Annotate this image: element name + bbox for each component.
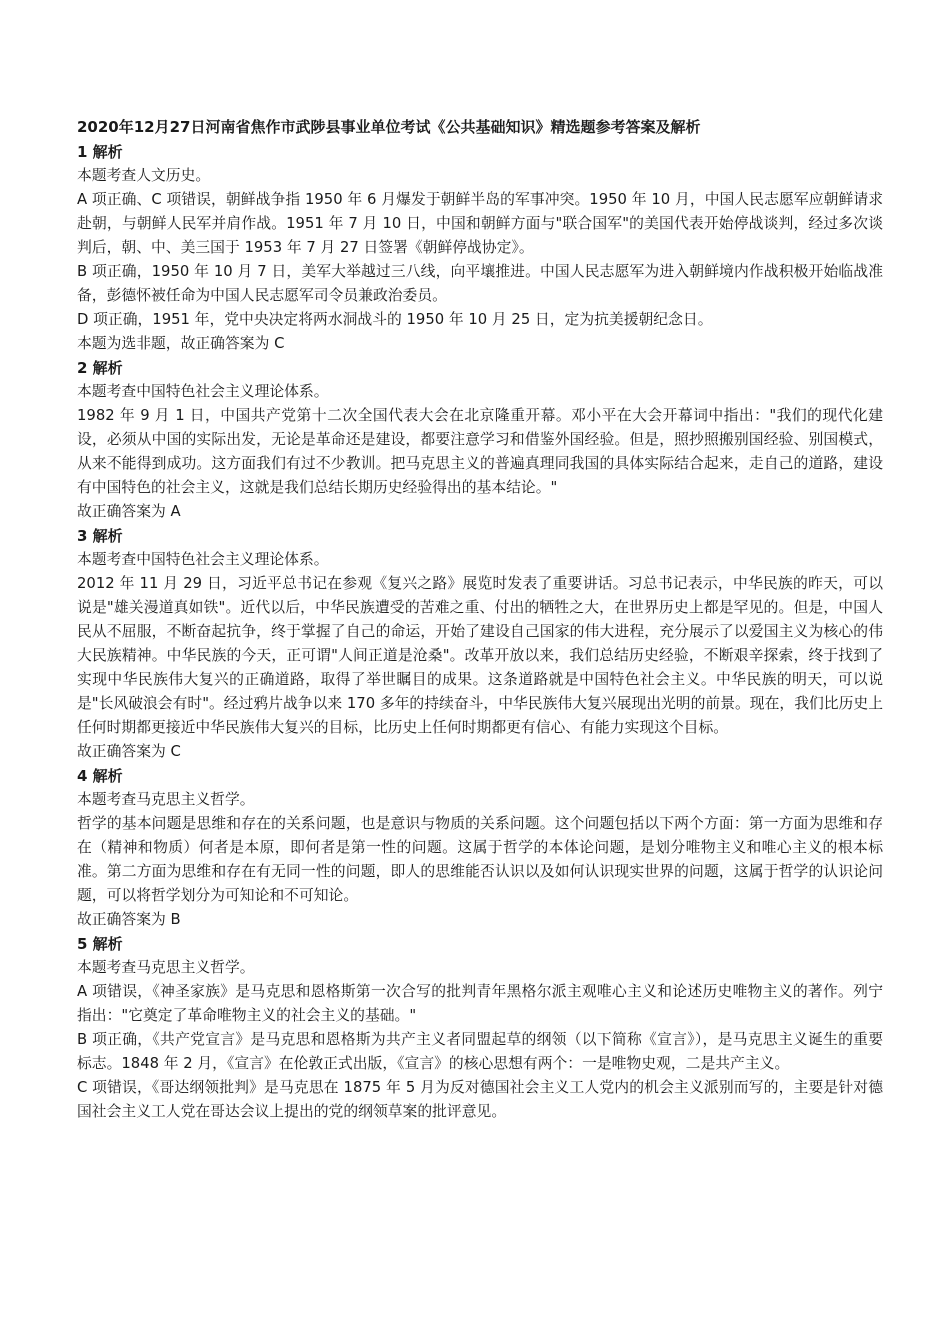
answer-line: 故正确答案为 C (77, 743, 181, 760)
section-heading: 2 解析 (77, 359, 123, 377)
paragraph: B 项正确，1950 年 10 月 7 日，美军大举越过三八线，向平壤推进。中国人民志愿军为进入朝鲜境内作战积极开始临战准备，彭德怀被任命为中国人民志愿军司令员兼政治委员。 (77, 263, 883, 304)
document-title: 2020年12月27日河南省焦作市武陟县事业单位考试《公共基础知识》精选题参考答案及解析 (77, 118, 701, 136)
answer-line: 故正确答案为 A (77, 503, 181, 520)
answer-line: 故正确答案为 B (77, 911, 181, 928)
answer-line: 本题为选非题，故正确答案为 C (77, 335, 285, 352)
section-heading: 4 解析 (77, 767, 123, 785)
paragraph: 本题考查人文历史。 (77, 167, 211, 184)
paragraph: 本题考查马克思主义哲学。 (77, 959, 255, 976)
paragraph: B 项正确，《共产党宣言》是马克思和恩格斯为共产主义者同盟起草的纲领（以下简称《宣言》），是马克思主义诞生的重要标志。1848 年 2 月，《宣言》在伦敦正式出版，《宣言》的核心思想有两个：一是唯物史观，二是共产主义。 (77, 1031, 883, 1072)
section-heading: 3 解析 (77, 527, 123, 545)
document-page (77, 114, 883, 1124)
section-heading: 1 解析 (77, 143, 123, 161)
answer-section-4 (77, 764, 883, 932)
answer-section-1 (77, 140, 883, 356)
paragraph: 1982 年 9 月 1 日，中国共产党第十二次全国代表大会在北京隆重开幕。邓小平在大会开幕词中指出："我们的现代化建设，必须从中国的实际出发，无论是革命还是建设，都要注意学习和借鉴外国经验。但是，照抄照搬别国经验、别国模式，从来不能得到成功。这方面我们有过不少教训。把马克思主义的普遍真理同我国的具体实际结合起来，走自己的道路，建设有中国特色的社会主义，这就是我们总结长期历史经验得出的基本结论。" (77, 407, 883, 496)
paragraph: C 项错误，《哥达纲领批判》是马克思在 1875 年 5 月为反对德国社会主义工人党内的机会主义派别而写的，主要是针对德国社会主义工人党在哥达会议上提出的党的纲领草案的批评意见。 (77, 1079, 883, 1120)
answer-section-2 (77, 356, 883, 524)
paragraph: 哲学的基本问题是思维和存在的关系问题，也是意识与物质的关系问题。这个问题包括以下两个方面：第一方面为思维和存在（精神和物质）何者是本原，即何者是第一性的问题。这属于哲学的本体论问题，是划分唯物主义和唯心主义的根本标准。第二方面为思维和存在有无同一性的问题，即人的思维能否认识以及如何认识现实世界的问题，这属于哲学的认识论问题，可以将哲学划分为可知论和不可知论。 (77, 815, 883, 904)
paragraph: D 项正确，1951 年，党中央决定将两水洞战斗的 1950 年 10 月 25 日，定为抗美援朝纪念日。 (77, 311, 713, 328)
paragraph: A 项正确、C 项错误，朝鲜战争指 1950 年 6 月爆发于朝鲜半岛的军事冲突。1950 年 10 月，中国人民志愿军应朝鲜请求赴朝，与朝鲜人民军并肩作战。1951 年 7 月 10 日，中国和朝鲜方面与"联合国军"的美国代表开始停战谈判，经过多次谈判后，朝、中、美三国于 1953 年 7 月 27 日签署《朝鲜停战协定》。 (77, 191, 883, 256)
paragraph: 本题考查中国特色社会主义理论体系。 (77, 383, 329, 400)
answer-section-5 (77, 932, 883, 1124)
section-heading: 5 解析 (77, 935, 123, 953)
paragraph: 本题考查中国特色社会主义理论体系。 (77, 551, 329, 568)
paragraph: 本题考查马克思主义哲学。 (77, 791, 255, 808)
answer-section-3 (77, 524, 883, 764)
paragraph: A 项错误，《神圣家族》是马克思和恩格斯第一次合写的批判青年黑格尔派主观唯心主义和论述历史唯物主义的著作。列宁指出："它奠定了革命唯物主义的社会主义的基础。" (77, 983, 883, 1024)
paragraph: 2012 年 11 月 29 日，习近平总书记在参观《复兴之路》展览时发表了重要讲话。习总书记表示，中华民族的昨天，可以说是"雄关漫道真如铁"。近代以后，中华民族遭受的苦难之重、付出的牺牲之大，在世界历史上都是罕见的。但是，中国人民从不屈服，不断奋起抗争，终于掌握了自己的命运，开始了建设自己国家的伟大进程，充分展示了以爱国主义为核心的伟大民族精神。中华民族的今天，正可谓"人间正道是沧桑"。改革开放以来，我们总结历史经验，不断艰辛探索，终于找到了实现中华民族伟大复兴的正确道路，取得了举世瞩目的成果。这条道路就是中国特色社会主义。中华民族的明天，可以说是"长风破浪会有时"。经过鸦片战争以来 170 多年的持续奋斗，中华民族伟大复兴展现出光明的前景。现在，我们比历史上任何时期都更接近中华民族伟大复兴的目标，比历史上任何时期都更有信心、有能力实现这个目标。 (77, 575, 883, 736)
